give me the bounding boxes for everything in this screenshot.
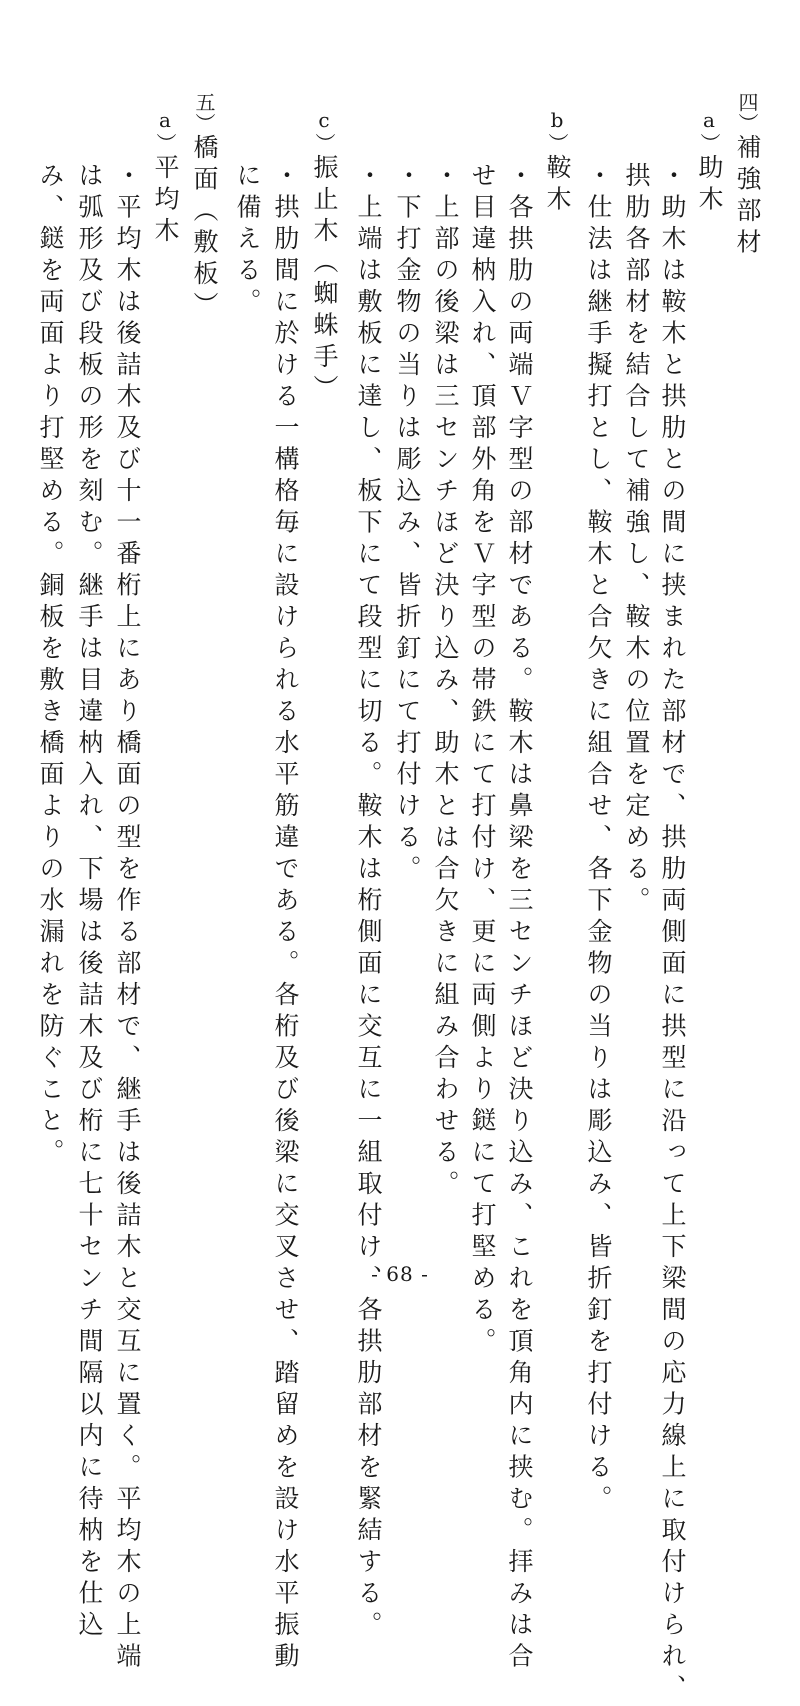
subsection-4b-marker: b） bbox=[545, 108, 569, 154]
subsection-4c-heading bbox=[312, 108, 337, 406]
subsection-4a-marker: a） bbox=[697, 108, 721, 154]
subsection-5a-marker: a） bbox=[153, 108, 177, 154]
subsection-4c-title: 振止木（蜘蛛手） bbox=[310, 154, 339, 406]
subsection-5a-title: 平均木 bbox=[151, 154, 180, 249]
subsection-5a-heading bbox=[153, 108, 178, 249]
paragraph-line: に備える。 bbox=[233, 162, 262, 320]
section-4-heading bbox=[735, 92, 760, 260]
section-5-title: 橋面（敷板） bbox=[190, 134, 219, 323]
page-number: - 68 - bbox=[371, 1262, 429, 1286]
paragraph-line: ・平均木は後詰木及び十一番桁上にあり橋面の型を作る部材で、継手は後詰木と交互に置く。平均木の上端 bbox=[113, 162, 142, 1674]
paragraph-line: ・拱肋間に於ける一構格毎に設けられる水平筋違である。各桁及び後梁に交叉させ、踏留めを設け水平振動 bbox=[271, 162, 300, 1674]
paragraph-line: ・助木は鞍木と拱肋との間に挟まれた部材で、拱肋両側面に拱型に沿って上下梁間の応力線上に取付けられ、 bbox=[658, 162, 687, 1706]
section-4-marker: 四） bbox=[735, 92, 759, 134]
paragraph-line: ・各拱肋の両端Ｖ字型の部材である。鞍木は鼻梁を三センチほど決り込み、これを頂角内に挟む。拝みは合 bbox=[505, 162, 534, 1674]
subsection-4a-heading bbox=[697, 108, 722, 217]
paragraph-line: ・下打金物の当りは彫込み、皆折釘にて打付ける。 bbox=[393, 162, 422, 887]
subsection-4b-heading bbox=[545, 108, 570, 217]
subsection-4c-marker: c） bbox=[312, 108, 336, 154]
paragraph-line: ・上端は敷板に達し、板下にて段型に切る。鞍木は桁側面に交互に一組取付け、各拱肋部材を緊結する。 bbox=[354, 162, 383, 1643]
paragraph-line: せ目違枘入れ、頂部外角をＶ字型の帯鉄にて打付け、更に両側より鎹にて打堅める。 bbox=[468, 162, 497, 1359]
paragraph-line: ・上部の後梁は三センチほど決り込み、助木とは合欠きに組み合わせる。 bbox=[431, 162, 460, 1202]
subsection-4a-title: 助木 bbox=[695, 154, 724, 217]
paragraph-line: み、鎹を両面より打堅める。銅板を敷き橋面よりの水漏れを防ぐこと。 bbox=[36, 162, 65, 1170]
paragraph-line: は弧形及び段板の形を刻む。継手は目違枘入れ、下場は後詰木及び桁に七十センチ間隔以内に待枘を仕込 bbox=[75, 162, 104, 1643]
subsection-4b-title: 鞍木 bbox=[543, 154, 572, 217]
section-5-heading bbox=[192, 92, 217, 323]
section-4-title: 補強部材 bbox=[733, 134, 762, 260]
section-5-marker: 五） bbox=[192, 92, 216, 134]
paragraph-line: ・仕法は継手擬打とし、鞍木と合欠きに組合せ、各下金物の当りは彫込み、皆折釘を打付ける。 bbox=[584, 162, 613, 1517]
paragraph-line: 拱肋各部材を結合して補強し、鞍木の位置を定める。 bbox=[622, 162, 651, 918]
